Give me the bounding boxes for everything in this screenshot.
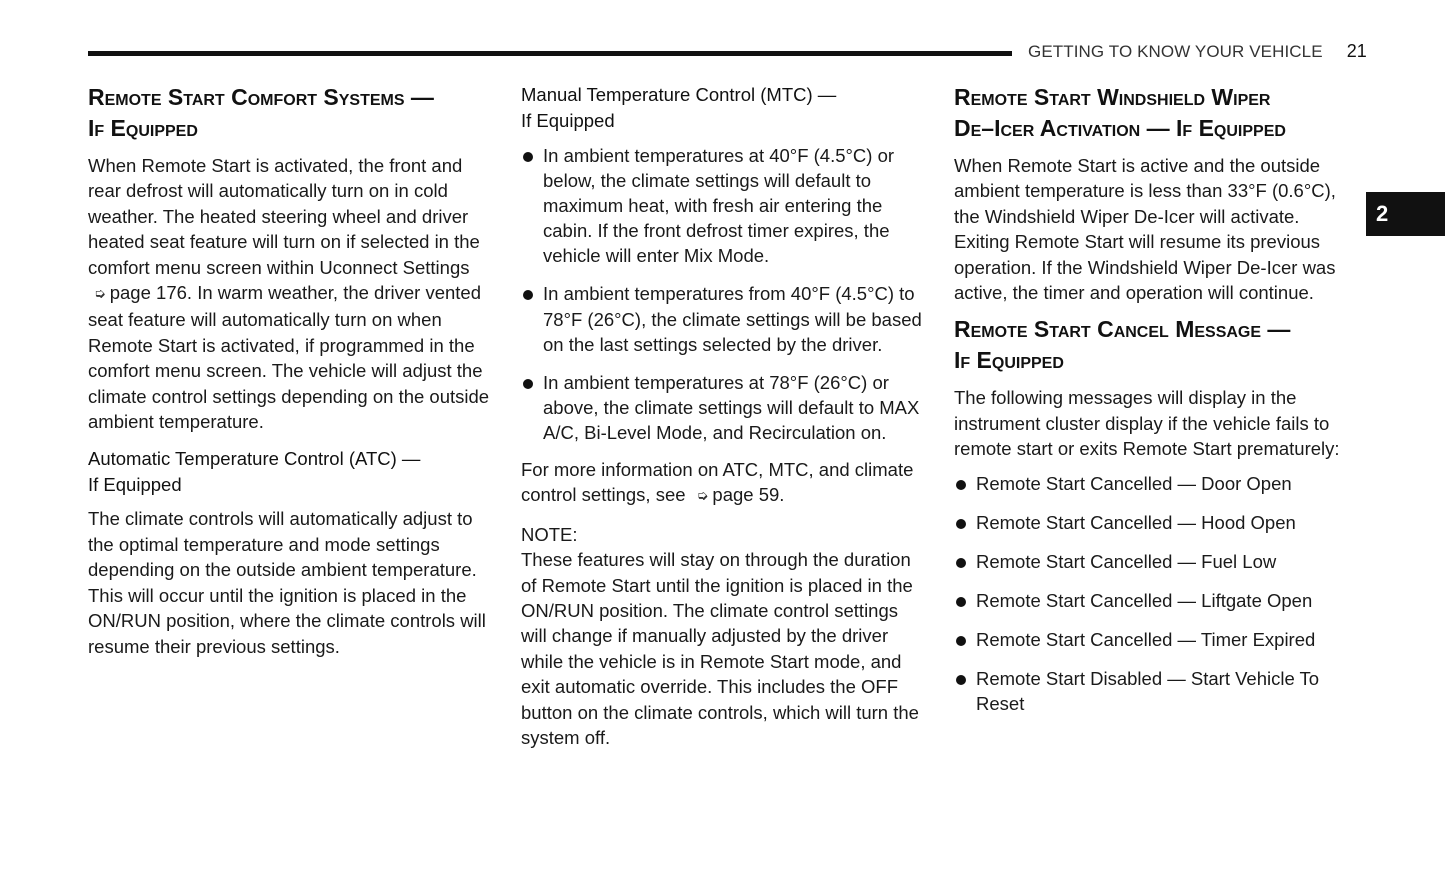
bullet-icon	[956, 675, 966, 685]
comfort-systems-intro: When Remote Start is activated, the front and rear defrost will automatically turn on in cold weather. The heated steering wheel and driver heated seat feature will turn on if selected in the comfort menu screen within Uconnect Settings ➭ page 176. In warm weather, the driver vented seat feature will automatically turn on when Remote Start is activated, if programmed in the comfort menu screen. The vehicle will adjust the climate control settings depending on the outside ambient temperature.	[88, 155, 490, 433]
cancel-message-heading: Remote Start Cancel Message — If Equipped	[954, 316, 1291, 374]
bullet-icon	[956, 597, 966, 607]
note-label: NOTE:	[521, 523, 578, 545]
section-title: GETTING TO KNOW YOUR VEHICLE	[1028, 42, 1323, 61]
more-info-paragraph: For more information on ATC, MTC, and climate control settings, see ➭ page 59.	[521, 457, 923, 510]
list-item: In ambient temperatures from 40°F (4.5°C) to 78°F (26°C), the climate settings will be based on the last settings selected by the driver.	[521, 281, 923, 356]
comfort-systems-heading: Remote Start Comfort Systems — If Equipped	[88, 84, 434, 141]
column-middle	[521, 82, 923, 751]
bullet-icon	[523, 379, 533, 389]
header-rule	[88, 51, 1012, 56]
bullet-icon	[956, 519, 966, 529]
bullet-icon	[956, 558, 966, 568]
wiper-deicer-heading: Remote Start Windshield Wiper De–Icer Activation — If Equipped	[954, 84, 1286, 141]
mtc-heading: Manual Temperature Control (MTC) — If Equipped	[521, 84, 837, 131]
running-header	[1028, 40, 1367, 62]
atc-heading: Automatic Temperature Control (ATC) — If Equipped	[88, 448, 421, 495]
wiper-deicer-body: When Remote Start is active and the outside ambient temperature is less than 33°F (0.6°C), the Windshield Wiper De-Icer will activate. Exiting Remote Start will resume its previous operation. If the Windshield Wiper De-Icer was active, the timer and operation will continue.	[954, 155, 1336, 304]
mtc-bullet-list	[521, 143, 923, 445]
note-body: These features will stay on through the duration of Remote Start until the ignition is placed in the ON/RUN position. The climate control settings will change if manually adjusted by the driver while the vehicle is in Remote Start mode, and exit automatic override. This includes the OFF button on the climate controls, which will turn the system off.	[521, 549, 919, 749]
list-item: Remote Start Disabled — Start Vehicle To Reset	[954, 666, 1358, 716]
bullet-icon	[956, 480, 966, 490]
cancel-message-body: The following messages will display in the instrument cluster display if the vehicle fails to remote start or exits Remote Start prematurely:	[954, 387, 1340, 460]
list-item: Remote Start Cancelled — Timer Expired	[954, 627, 1358, 652]
page-reference-arrow-icon: ➭	[696, 487, 709, 504]
list-item: Remote Start Cancelled — Fuel Low	[954, 549, 1358, 574]
atc-body: The climate controls will automatically adjust to the optimal temperature and mode settings depending on the outside ambient temperature. This will occur until the ignition is placed in the ON/RUN position, where the climate controls will resume their previous settings.	[88, 508, 486, 657]
bullet-icon	[956, 636, 966, 646]
cancel-message-list	[954, 471, 1358, 717]
column-left	[88, 82, 490, 659]
list-item: In ambient temperatures at 78°F (26°C) or above, the climate settings will default to MAX A/C, Bi-Level Mode, and Recirculation on.	[521, 370, 923, 445]
page-reference-link[interactable]: page 176.	[109, 282, 193, 304]
column-right	[954, 82, 1358, 716]
list-item: Remote Start Cancelled — Hood Open	[954, 510, 1358, 535]
bullet-icon	[523, 152, 533, 162]
list-item: In ambient temperatures at 40°F (4.5°C) or below, the climate settings will default to maximum heat, with fresh air entering the cabin. If the front defrost timer expires, the vehicle will enter Mix Mode.	[521, 143, 923, 268]
page-reference-link[interactable]: page 59.	[712, 484, 785, 506]
list-item: Remote Start Cancelled — Door Open	[954, 471, 1358, 496]
bullet-icon	[523, 290, 533, 300]
chapter-tab[interactable]: 2	[1366, 192, 1445, 236]
page-number: 21	[1346, 41, 1367, 61]
list-item: Remote Start Cancelled — Liftgate Open	[954, 588, 1358, 613]
page-reference-arrow-icon: ➭	[94, 285, 106, 302]
